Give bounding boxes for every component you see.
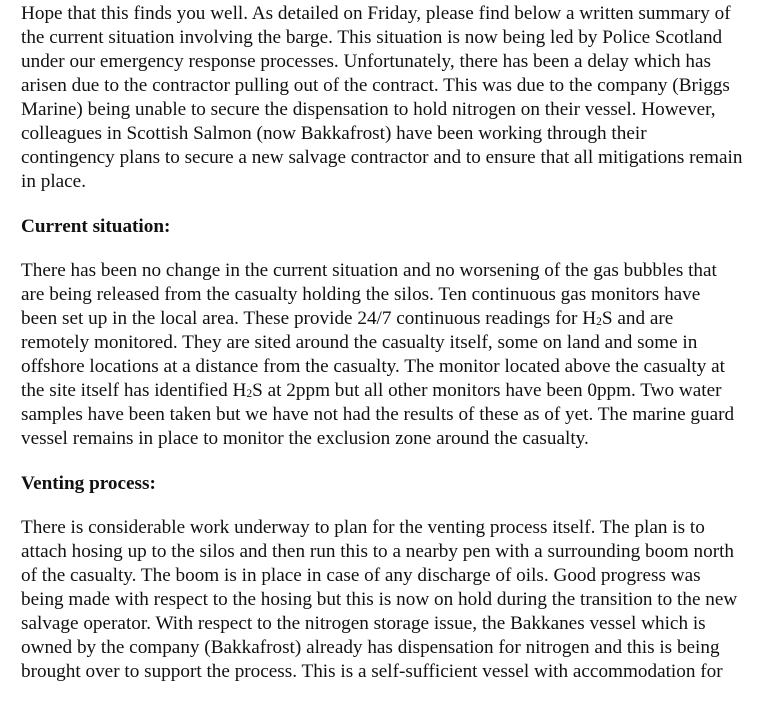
text-line: of the casualty. The boom is in place in case of any discharge of oils. Good progress was (21, 565, 701, 586)
text-line: attach hosing up to the silos and then run this to a nearby pen with a surrounding boom north (21, 541, 735, 562)
text-line: colleagues in Scottish Salmon (now Bakkafrost) have been working through their (21, 123, 647, 144)
text-segment: the site itself has identified H (21, 380, 247, 401)
venting-process-paragraph (21, 516, 781, 684)
text-line: owned by the company (Bakkafrost) already has dispensation for nitrogen and this is being (21, 637, 720, 658)
text-segment: S at 2ppm but all other monitors have been 0ppm. Two water (252, 380, 722, 401)
text-line (21, 379, 781, 403)
document-body (21, 2, 781, 705)
text-line: vessel remains in place to monitor the exclusion zone around the casualty. (21, 428, 589, 449)
text-line: Marine) being unable to secure the dispensation to hold nitrogen on their vessel. However, (21, 99, 716, 120)
text-line: Hope that this finds you well. As detailed on Friday, please find below a written summary of (21, 3, 731, 24)
text-line: under our emergency response processes. Unfortunately, there has been a delay which has (21, 51, 711, 72)
text-line: There is considerable work underway to plan for the venting process itself. The plan is to (21, 517, 705, 538)
text-line (21, 307, 781, 331)
text-line: offshore locations at a distance from the casualty. The monitor located above the casualty at (21, 356, 726, 377)
text-line: contingency plans to secure a new salvage contractor and to ensure that all mitigations remain (21, 147, 743, 168)
text-segment: S and are (601, 308, 674, 329)
subscript: 2 (596, 316, 602, 329)
text-line: in place. (21, 171, 86, 192)
intro-paragraph (21, 2, 781, 194)
section-heading-venting-process: Venting process: (21, 472, 156, 494)
text-line: remotely monitored. They are sited around the casualty itself, some on land and some in (21, 332, 698, 353)
text-line: being made with respect to the hosing but this is now on hold during the transition to the new (21, 589, 738, 610)
text-line: are being released from the casualty holding the silos. Ten continuous gas monitors have (21, 284, 701, 305)
text-line: There has been no change in the current situation and no worsening of the gas bubbles that (21, 260, 717, 281)
section-heading-current-situation: Current situation: (21, 215, 171, 237)
subscript: 2 (246, 388, 253, 401)
current-situation-paragraph (21, 259, 781, 451)
text-line: arisen due to the contractor pulling out of the contract. This was due to the company (Briggs (21, 75, 730, 96)
text-line: salvage operator. With respect to the nitrogen storage issue, the Bakkanes vessel which is (21, 613, 706, 634)
text-segment: been set up in the local area. These provide 24/7 continuous readings for H (21, 308, 597, 329)
text-line: the current situation involving the barge. This situation is now being led by Police Scotland (21, 27, 723, 48)
text-line: samples have been taken but we have not had the results of these as of yet. The marine guard (21, 404, 735, 425)
text-line: brought over to support the process. This is a self-sufficient vessel with accommodation for (21, 661, 723, 682)
